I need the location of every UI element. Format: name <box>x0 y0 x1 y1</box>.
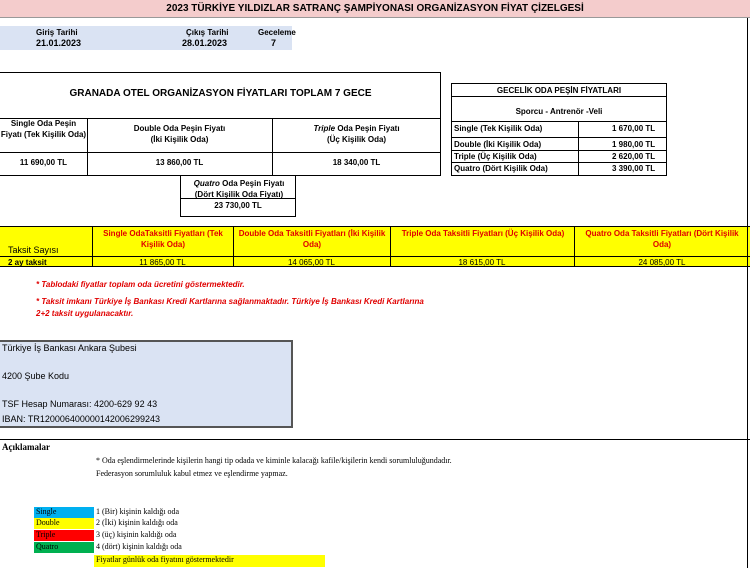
page-title: 2023 TÜRKİYE YILDIZLAR SATRANÇ ŞAMPİYONASI ORGANİZASYON FİYAT ÇİZELGESİ <box>0 0 750 18</box>
checkout-label: Çıkış Tarihi <box>186 28 229 37</box>
installment-count-value: 2 ay taksit <box>8 258 47 267</box>
nightly-row-divider <box>451 137 667 138</box>
triple-word: Triple <box>313 124 336 133</box>
quatro-installment-price: 24 085,00 TL <box>638 258 686 267</box>
checkin-label: Giriş Tarihi <box>36 28 78 37</box>
legend-footer: Fiyatlar günlük oda fiyatını göstermektedir <box>94 555 325 567</box>
bank-account: TSF Hesap Numarası: 4200-629 92 43 <box>2 399 158 409</box>
nightly-row-price: 3 390,00 TL <box>612 164 656 173</box>
triple-cash-header-line1 <box>272 123 441 134</box>
quatro-divider <box>180 198 296 199</box>
double-cash-header-line2: (İki Kişilik Oda) <box>150 135 209 144</box>
legend-desc: 3 (üç) kişinin kaldığı oda <box>96 530 177 539</box>
nightly-subtitle-divider <box>451 121 667 122</box>
explanation-line-2: Federasyon sorumluluk kabul etmez ve eşlendirme yapmaz. <box>96 469 288 478</box>
triple-header-text: Oda Peşin Fiyatı <box>337 124 400 133</box>
note-total-price: * Tablodaki fiyatlar toplam oda ücretini göstermektedir. <box>36 280 245 289</box>
quatro-installment-header: Quatro Oda Taksitli Fiyatları (Dört Kişilik Oda) <box>585 229 739 249</box>
triple-cash-header <box>272 123 441 145</box>
sheet-right-border <box>747 18 748 568</box>
nightly-row-divider <box>451 162 667 163</box>
quatro-cash-price: 23 730,00 TL <box>214 201 262 210</box>
nightly-row-price: 2 620,00 TL <box>612 152 656 161</box>
legend-swatch-triple: Triple <box>34 530 94 541</box>
quatro-word: Quatro <box>193 179 220 188</box>
nightly-row-price: 1 980,00 TL <box>612 140 656 149</box>
explanation-line-1: * Oda eşlendirmelerinde kişilerin hangi tip odada ve kiminle kalacağı kafile/kişilerin kendi sorumluluğundadır. <box>96 456 452 465</box>
nightly-row-divider <box>451 150 667 151</box>
nightly-title-divider <box>451 96 667 97</box>
explanations-title: Açıklamalar <box>2 442 50 452</box>
double-installment-price: 14 065,00 TL <box>287 258 335 267</box>
hotel-row-divider-2 <box>0 152 441 153</box>
nightly-row: Triple (Üç Kişilik Oda) <box>454 152 537 161</box>
nightly-row: Single (Tek Kişilik Oda) <box>454 124 543 133</box>
checkout-value: 28.01.2023 <box>182 38 228 48</box>
nights-value: 7 <box>271 38 277 48</box>
nights-label: Geceleme <box>258 28 296 37</box>
triple-cash-price: 18 340,00 TL <box>332 158 381 167</box>
installment-row-divider <box>0 256 750 257</box>
legend-swatch-double: Double <box>34 518 94 529</box>
bank-branch: 4200 Şube Kodu <box>2 371 70 381</box>
single-cash-price: 11 690,00 TL <box>19 158 68 167</box>
double-installment-header: Double Oda Taksitli Fiyatları (İki Kişilik Oda) <box>238 229 386 249</box>
bank-name: Türkiye İş Bankası Ankara Şubesi <box>2 343 137 353</box>
double-cash-header-line1: Double Oda Peşin Fiyatı <box>133 124 226 133</box>
nightly-row-price: 1 670,00 TL <box>612 124 656 133</box>
nightly-col-divider <box>578 121 579 176</box>
triple-installment-header: Triple Oda Taksitli Fiyatları (Üç Kişilik Oda) <box>401 229 565 238</box>
double-cash-price: 13 860,00 TL <box>155 158 204 167</box>
explanations-divider <box>0 439 750 440</box>
legend-swatch-single: Single <box>34 507 94 518</box>
triple-installment-price: 18 615,00 TL <box>458 258 506 267</box>
nightly-title: GECELİK ODA PEŞİN FİYATLARI <box>496 86 622 95</box>
hotel-title: GRANADA OTEL ORGANİZASYON FİYATLARI TOPLAM 7 GECE <box>69 88 372 99</box>
bank-iban: IBAN: TR120006400000142006299243 <box>2 414 160 424</box>
nightly-subtitle: Sporcu - Antrenör -Veli <box>515 107 603 116</box>
triple-cash-header-line2: (Üç Kişilik Oda) <box>326 135 387 144</box>
single-cash-header: Single Oda Peşin Fiyatı (Tek Kişilik Oda) <box>0 119 87 139</box>
legend-desc: 1 (Bir) kişinin kaldığı oda <box>96 507 180 516</box>
legend-swatch-quatro: Quatro <box>34 542 94 553</box>
nightly-row: Double (İki Kişilik Oda) <box>454 140 542 149</box>
legend-desc: 4 (dört) kişinin kaldığı oda <box>96 542 182 551</box>
double-cash-header <box>87 123 272 145</box>
legend-desc: 2 (İki) kişinin kaldığı oda <box>96 518 178 527</box>
quatro-header-text: Oda Peşin Fiyatı (Dört Kişilik Oda Fiyatı) <box>194 179 285 199</box>
quatro-cash-header <box>184 178 294 200</box>
installment-count-label: Taksit Sayısı <box>8 245 59 255</box>
checkin-value: 21.01.2023 <box>36 38 82 48</box>
single-installment-price: 11 865,00 TL <box>139 258 186 267</box>
single-installment-header: Single OdaTaksitli Fiyatları (Tek Kişilik Oda) <box>103 229 223 249</box>
nightly-row: Quatro (Dört Kişilik Oda) <box>454 164 548 173</box>
note-installment: * Taksit imkanı Türkiye İş Bankası Kredi Kartlarına sağlanmaktadır. Türkiye İş Bankası Kredi Kartlarına 2+2 taksit uygulanacaktır. <box>36 297 424 318</box>
